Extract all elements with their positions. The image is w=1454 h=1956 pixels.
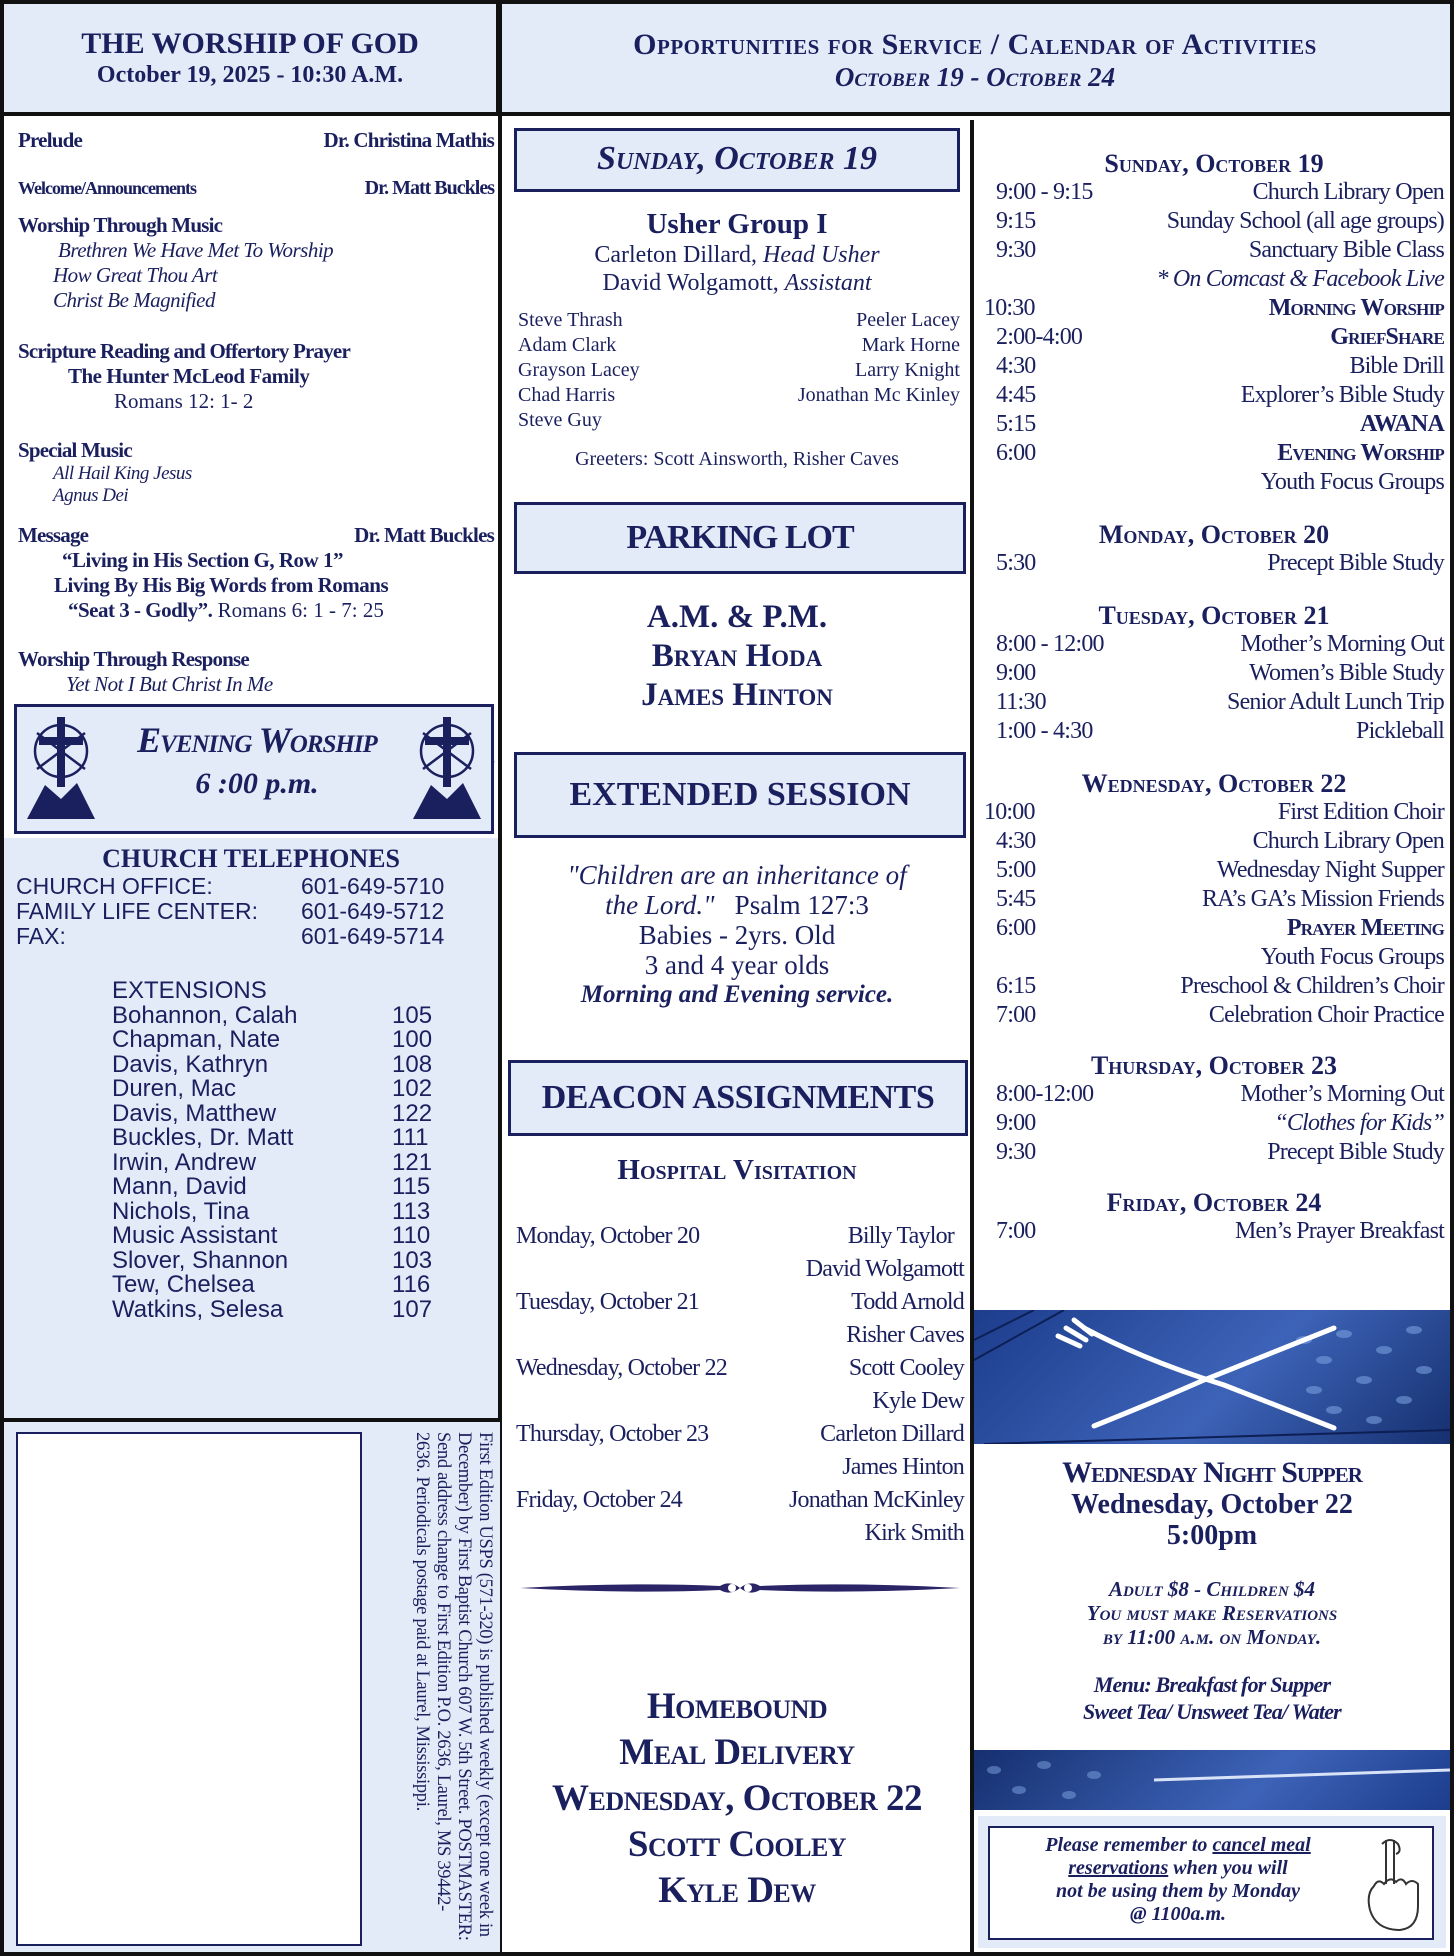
event-description: Bible Drill [1349,353,1444,379]
prelude-person: Dr. Christina Mathis [323,128,494,152]
calendar-header [500,4,1450,116]
event-time: 9:00 - 9:15 [996,179,1093,205]
scripture-row [18,339,494,364]
extension-row [112,1050,498,1078]
assistant-usher-name: David Wolgamott, [602,270,779,296]
homebound-line: Scott Cooley [627,1824,847,1865]
parking-line: A.M. & P.M. [646,599,828,635]
event-description: Sanctuary Bible Class [1248,237,1444,263]
cross-icon [23,713,99,825]
extension-number: 103 [392,1246,433,1274]
usher-name: Jonathan Mc Kinley [797,384,960,406]
event-description: Mother’s Morning Out [1240,1081,1444,1107]
extension-name: Slover, Shannon [112,1246,289,1274]
extension-row [112,1001,498,1029]
message-person: Dr. Matt Buckles [354,523,494,547]
event-time: 9:30 [996,237,1036,263]
extension-row [112,1197,498,1225]
extended-scripture-ref: Psalm 127:3 [734,890,869,920]
extension-number: 111 [392,1124,429,1151]
extension-row [112,1246,498,1274]
message-line-3 [18,598,494,623]
usher-name: Adam Clark [518,334,617,356]
extension-name: Buckles, Dr. Matt [112,1124,294,1151]
usher-row [518,408,960,433]
deacon-name: James Hinton [842,1454,964,1480]
calendar-event [984,178,1444,207]
calendar-of-activities [984,150,1444,1246]
event-time: 5:00 [996,857,1036,883]
message-row [18,523,494,548]
extended-session-details [504,860,970,1010]
extension-number: 102 [392,1075,433,1102]
extended-session-title: EXTENDED SESSION [514,752,966,838]
evening-worship-time: 6 :00 p.m. [195,767,319,800]
extension-number: 122 [392,1099,433,1127]
music-label: Worship Through Music [18,213,223,237]
calendar-event [984,717,1444,746]
hospital-visit-day [516,1286,964,1352]
calendar-event [984,943,1444,972]
extension-row [112,1175,498,1200]
cancel-text-part: @ 1100a.m. [1129,1903,1227,1925]
evening-worship-box [14,704,494,834]
supper-price-line: Adult $8 - Children $4 [1108,1577,1316,1601]
calendar-day-heading: Thursday, October 23 [1090,1051,1338,1080]
phone-row [4,874,498,899]
evening-worship-title: Evening Worship [137,720,377,760]
event-description: Women’s Bible Study [1249,660,1444,686]
homebound-line: Meal Delivery [619,1732,855,1773]
usher-name: Steve Guy [518,409,602,431]
extension-number: 100 [392,1026,433,1053]
event-description: * On Comcast & Facebook Live [1156,266,1444,292]
event-description: Evening Worship [1277,440,1444,466]
extension-row [112,1028,498,1053]
event-description: Church Library Open [1252,179,1444,205]
extension-name: Mann, David [112,1173,247,1200]
event-time: 1:00 - 4:30 [996,718,1093,744]
calendar-day-heading: Wednesday, October 22 [1081,769,1347,798]
supper-prices [974,1577,1450,1649]
calendar-event [984,1138,1444,1167]
event-description: Church Library Open [1252,828,1444,854]
deacon-name: Billy Taylor [847,1223,954,1249]
calendar-event [984,439,1444,468]
event-description: Precept Bible Study [1267,1139,1444,1165]
scripture-label: Scripture Reading and Offertory Prayer [18,339,350,363]
parking-line: Bryan Hoda [651,638,823,674]
supper-footer-band [974,1750,1450,1810]
response-row [18,647,494,672]
cancel-text-part: not be using them by Monday [1056,1880,1300,1902]
phone-row [4,899,498,924]
homebound-line: Homebound [646,1686,828,1727]
supper-reserve-line: by 11:00 a.m. on Monday. [1102,1625,1322,1649]
supper-banner [974,1310,1450,1444]
extensions-list [4,979,498,1322]
extension-number: 113 [392,1197,431,1225]
music-song-1: Brethren We Have Met To Worship [58,238,334,262]
parking-lot-title: PARKING LOT [514,502,966,574]
music-song-2: How Great Thou Art [53,263,218,287]
calendar-event [984,659,1444,688]
extension-row [112,1224,498,1249]
calendar-event [984,972,1444,1001]
calendar-event [984,827,1444,856]
welcome-row [18,175,494,201]
extension-row [112,1295,498,1323]
message-line-1: “Living in His Section G, Row 1” [62,548,343,572]
calendar-event [984,856,1444,885]
event-time [984,265,1134,294]
publication-text: First Edition USPS (571-320) is published weekly (except one week in December) by First Baptist Church 607 W. 5th Street. POSTMASTER: Send address change to First Edition P.O. 2636, Laurel, MS 39442-2636. Periodicals postage paid at Laurel, Mississippi. [412,1432,495,1941]
extension-number: 107 [392,1295,433,1323]
usher-name: Chad Harris [518,384,616,406]
event-time: 5:15 [996,411,1036,437]
welcome-person: Dr. Matt Buckles [364,177,494,199]
extension-name: Duren, Mac [112,1075,237,1102]
parking-line: James Hinton [641,677,833,713]
extension-name: Chapman, Nate [112,1026,281,1053]
calendar-event [984,352,1444,381]
hospital-visitation-title: Hospital Visitation [617,1154,857,1186]
event-time: 5:45 [996,886,1036,912]
special-row [18,438,494,463]
calendar-day-heading: Tuesday, October 21 [1098,601,1330,630]
cancel-text-part: Please remember to [1045,1834,1208,1856]
message-label: Message [18,523,89,547]
extension-name: Watkins, Selesa [112,1295,284,1323]
deacon-name: Jonathan McKinley [788,1487,964,1513]
extended-quote: "Children are an inheritance of [567,860,907,890]
calendar-event [984,236,1444,265]
event-description: Sunday School (all age groups) [1166,208,1444,234]
supper-menu-line: Menu: Breakfast for Supper [1093,1672,1331,1697]
calendar-day-heading: Friday, October 24 [1106,1188,1322,1217]
ornamental-divider [520,1578,960,1598]
deacon-name: Scott Cooley [848,1355,964,1381]
event-description: Men’s Prayer Breakfast [1235,1218,1444,1244]
hospital-visit-day [516,1418,964,1484]
publication-panel [4,1422,500,1952]
calendar-event [984,468,1444,497]
calendar-event [984,885,1444,914]
usher-name: Mark Horne [861,334,960,356]
calendar-day-heading: Sunday, October 19 [1104,149,1324,178]
wednesday-supper-panel [974,1310,1450,1810]
calendar-event [984,207,1444,236]
homebound-line: Kyle Dew [658,1870,816,1911]
message-ref: Romans 6: 1 - 7: 25 [217,598,384,622]
special-song-2: Agnus Dei [53,485,129,506]
visit-day: Monday, October 20 [516,1223,700,1249]
extension-number: 108 [392,1050,433,1078]
calendar-event [984,323,1444,352]
deacon-name: Kyle Dew [872,1388,964,1414]
event-description: Morning Worship [1268,295,1444,321]
extension-name: Music Assistant [112,1222,278,1249]
decorative-pattern [974,1750,1450,1810]
extension-row [112,1077,498,1102]
worship-header-date: October 19, 2025 - 10:30 A.M. [96,62,404,88]
extended-age-group: 3 and 4 year olds [644,950,830,980]
usher-name: Steve Thrash [518,309,623,331]
event-time: 6:00 [996,915,1036,941]
event-description: GriefShare [1330,324,1444,350]
head-usher-name: Carleton Dillard, [594,242,757,268]
deacon-name: Carleton Dillard [820,1421,964,1447]
extended-service-times: Morning and Evening service. [580,981,894,1008]
phone-label: FAX: [16,923,66,949]
deacon-assignments-title: DEACON ASSIGNMENTS [508,1060,968,1136]
cancel-reminder-panel [978,1816,1446,1948]
event-description: Pickleball [1356,718,1444,744]
extensions-title: EXTENSIONS [112,977,267,1004]
calendar-header-title: Opportunities for Service / Calendar of Activities [633,28,1317,61]
supper-reserve-line: You must make Reservations [1086,1601,1338,1625]
calendar-event [984,630,1444,659]
special-label: Special Music [18,438,132,462]
extension-name: Davis, Kathryn [112,1050,269,1078]
calendar-event [984,1217,1444,1246]
usher-group-title: Usher Group I [646,208,828,240]
cross-icon [409,713,485,825]
phone-label: FAMILY LIFE CENTER: [16,898,258,924]
extension-row [112,1126,498,1151]
extension-number: 116 [392,1271,431,1298]
phone-number: 601-649-5712 [301,898,445,924]
deacon-name: Todd Arnold [851,1289,964,1315]
usher-name: Larry Knight [855,359,960,381]
visit-day: Wednesday, October 22 [516,1355,727,1381]
visit-day: Thursday, October 23 [516,1421,709,1447]
phone-number: 601-649-5714 [301,923,445,949]
phone-row [4,924,498,949]
greeters-line: Greeters: Scott Ainsworth, Risher Caves [575,448,899,470]
scripture-ref: Romans 12: 1- 2 [114,389,254,413]
calendar-event [984,549,1444,578]
special-song-1: All Hail King Jesus [53,463,192,484]
supper-time: 5:00pm [1166,1520,1258,1551]
extension-name: Davis, Matthew [112,1099,277,1127]
telephones-title: CHURCH TELEPHONES [102,844,400,873]
event-time: 8:00 - 12:00 [996,631,1104,657]
usher-row [518,383,960,408]
event-time: 9:30 [996,1139,1036,1165]
visit-day: Friday, October 24 [516,1487,682,1513]
hospital-visit-day [516,1220,964,1286]
music-song-3: Christ Be Magnified [53,288,215,312]
calendar-event [984,798,1444,827]
extension-row [112,1273,498,1298]
extension-number: 115 [392,1173,431,1200]
usher-name: Peeler Lacey [856,309,960,331]
event-time: 4:45 [996,382,1036,408]
usher-row [518,308,960,333]
extension-number: 110 [392,1222,431,1249]
event-time: 7:00 [996,1002,1036,1028]
extension-row [112,1099,498,1127]
supper-title: Wednesday Night Supper [1062,1456,1362,1489]
calendar-event [984,294,1444,323]
calendar-event [984,265,1444,294]
event-description: Youth Focus Groups [1260,944,1444,970]
event-description: Explorer’s Bible Study [1240,382,1444,408]
cancel-text-emphasis: cancel meal [1212,1834,1311,1856]
assistant-usher-line [504,270,970,297]
worship-header [4,4,500,116]
calendar-event [984,914,1444,943]
sunday-title-box: Sunday, October 19 [514,128,960,192]
homebound-line: Wednesday, October 22 [551,1778,922,1819]
welcome-label: Welcome/Announcements [18,178,196,198]
deacon-name: David Wolgamott [805,1256,964,1282]
assistant-usher-role: Assistant [784,270,872,296]
head-usher-line [504,242,970,269]
event-time: 10:30 [984,295,1035,321]
scripture-family: The Hunter McLeod Family [68,364,310,388]
usher-row [518,358,960,383]
event-time [984,468,1134,497]
usher-name: Grayson Lacey [518,359,640,381]
response-song: Yet Not I But Christ In Me [66,672,273,696]
extended-age-group: Babies - 2yrs. Old [638,920,836,950]
event-time: 10:00 [984,799,1035,825]
event-time: 6:15 [996,973,1036,999]
event-description: First Edition Choir [1277,799,1444,825]
calendar-day-heading: Monday, October 20 [1098,520,1330,549]
calendar-event [984,1001,1444,1030]
deacon-name: Risher Caves [846,1322,964,1348]
extension-number: 121 [392,1148,433,1176]
music-row [18,213,494,238]
event-time [984,943,1134,972]
calendar-event [984,1109,1444,1138]
mailing-label-box [16,1432,362,1946]
fork-knife-icon [974,1310,1450,1444]
supper-menu-line: Sweet Tea/ Unsweet Tea/ Water [1083,1699,1341,1724]
event-time: 9:00 [996,1110,1036,1136]
event-time: 4:30 [996,828,1036,854]
event-time: 6:00 [996,440,1036,466]
publication-statement [369,1432,499,1946]
cancel-reminder-box [988,1826,1434,1940]
event-description: Precept Bible Study [1267,550,1444,576]
event-time: 9:00 [996,660,1036,686]
event-description: “Clothes for Kids” [1274,1110,1444,1136]
event-time: 4:30 [996,353,1036,379]
message-sermon-title: “Seat 3 - Godly”. [68,598,213,622]
extension-number: 105 [392,1001,433,1029]
extension-name: Nichols, Tina [112,1197,250,1225]
calendar-event [984,1080,1444,1109]
cancel-text-part: when you will [1173,1857,1288,1879]
message-line-2: Living By His Big Words from Romans [54,573,389,597]
hospital-visit-day [516,1484,964,1550]
event-description: Youth Focus Groups [1260,469,1444,495]
calendar-event [984,410,1444,439]
cancel-text-emphasis: reservations [1068,1857,1169,1879]
reminder-finger-icon [1356,1834,1426,1934]
event-description: Prayer Meeting [1286,915,1444,941]
head-usher-role: Head Usher [762,242,880,268]
event-time: 9:15 [996,208,1036,234]
response-label: Worship Through Response [18,647,249,671]
supper-menu [974,1671,1450,1725]
extension-name: Tew, Chelsea [112,1271,255,1298]
event-description: Celebration Choir Practice [1208,1002,1444,1028]
extension-row [112,1148,498,1176]
event-description: RA’s GA’s Mission Friends [1201,886,1444,912]
event-description: Senior Adult Lunch Trip [1227,689,1444,715]
order-of-worship [18,126,494,771]
worship-header-title: THE WORSHIP OF GOD [81,27,419,60]
prelude-label: Prelude [18,128,83,152]
usher-row [518,333,960,358]
event-time: 5:30 [996,550,1036,576]
calendar-event [984,381,1444,410]
extended-quote: the Lord." [605,890,715,920]
hospital-visit-day [516,1352,964,1418]
extension-name: Irwin, Andrew [112,1148,257,1176]
supper-details [974,1444,1450,1750]
supper-date: Wednesday, October 22 [1071,1489,1353,1520]
phone-number: 601-649-5710 [301,873,445,899]
prelude-row [18,128,494,153]
calendar-header-dates: October 19 - October 24 [834,62,1116,92]
event-description: AWANA [1359,411,1444,437]
event-time: 7:00 [996,1218,1036,1244]
extension-name: Bohannon, Calah [112,1001,298,1029]
parking-lot-assignments [504,598,970,715]
usher-list [518,308,960,433]
calendar-event [984,688,1444,717]
event-time: 11:30 [996,689,1046,715]
deacon-name: Kirk Smith [864,1520,964,1546]
event-description: Preschool & Children’s Choir [1180,973,1444,999]
visit-day: Tuesday, October 21 [516,1289,699,1315]
church-telephones [4,838,498,1418]
event-time: 8:00-12:00 [996,1081,1094,1107]
cancel-reminder-text [998,1834,1358,1926]
phone-label: CHURCH OFFICE: [16,873,213,899]
homebound-meal-delivery [504,1684,970,1914]
event-description: Mother’s Morning Out [1240,631,1444,657]
event-time: 2:00-4:00 [996,324,1083,350]
event-description: Wednesday Night Supper [1216,857,1444,883]
